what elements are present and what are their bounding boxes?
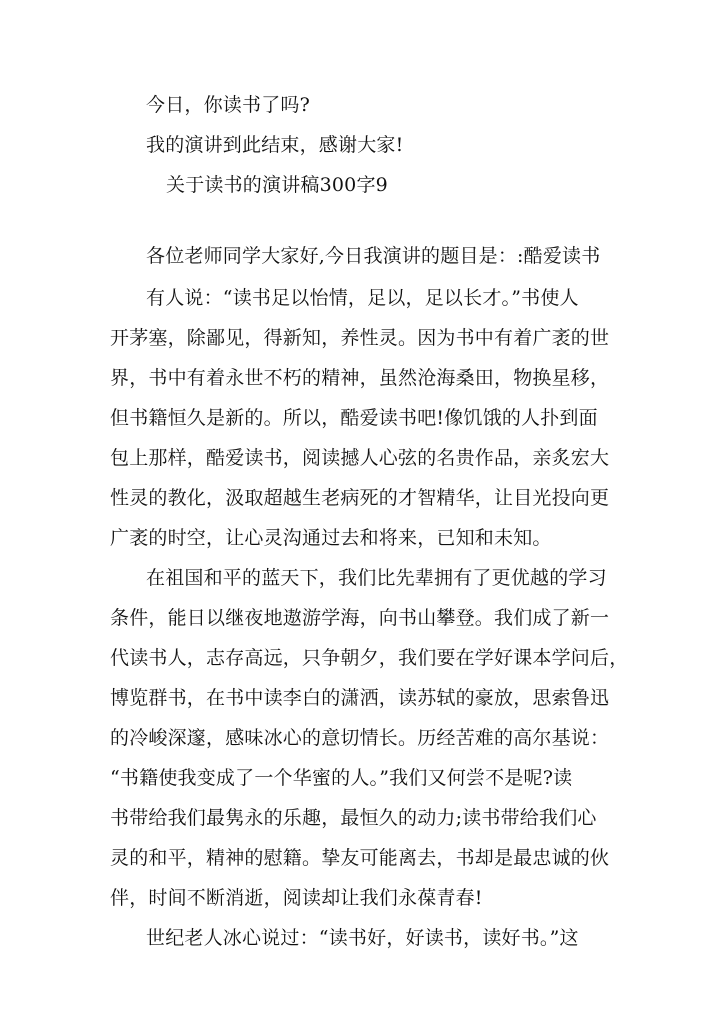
intro-line: 今日，你读书了吗? xyxy=(146,94,310,116)
paragraph-3-line: 世纪老人冰心说过：“读书好，好读书，读好书。”这 xyxy=(146,927,579,949)
paragraph-2-line: 条件，能日以继夜地遨游学海，向书山攀登。我们成了新一 xyxy=(110,607,610,629)
paragraph-1-line: 性灵的教化，汲取超越生老病死的才智精华，让目光投向更 xyxy=(110,487,610,509)
intro-line: 我的演讲到此结束，感谢大家! xyxy=(146,134,404,156)
paragraph-1-line: 广袤的时空，让心灵沟通过去和将来，已知和未知。 xyxy=(110,527,552,549)
paragraph-1-line: 界，书中有着永世不朽的精神，虽然沧海桑田，物换星移， xyxy=(110,367,610,389)
paragraph-2-line: 博览群书，在书中读李白的潇洒，读苏轼的豪放，思索鲁迅 xyxy=(110,687,610,709)
paragraph-2-line: 灵的和平，精神的慰籍。挚友可能离去，书却是最忠诚的伙 xyxy=(110,847,610,869)
paragraph-2-line: 代读书人，志存高远，只争朝夕，我们要在学好课本学问后， xyxy=(110,647,629,669)
paragraph-1-line: 但书籍恒久是新的。所以，酷爱读书吧!像饥饿的人扑到面 xyxy=(110,407,598,429)
paragraph-2-line: 伴，时间不断消逝，阅读却让我们永葆青春! xyxy=(110,887,483,909)
paragraph-2-line: 书带给我们最隽永的乐趣，最恒久的动力;读书带给我们心 xyxy=(110,807,597,829)
paragraph-2-line: 在祖国和平的蓝天下，我们比先辈拥有了更优越的学习 xyxy=(146,567,607,589)
section-title: 关于读书的演讲稿300字9 xyxy=(166,174,388,196)
paragraph-1-line: 开茅塞，除鄙见，得新知，养性灵。因为书中有着广袤的世 xyxy=(110,327,610,349)
paragraph-1-line: 包上那样，酷爱读书，阅读撼人心弦的名贵作品，亲炙宏大 xyxy=(110,447,610,469)
paragraph-2-line: 的冷峻深邃，感味冰心的意切情长。历经苦难的高尔基说： xyxy=(110,727,610,749)
paragraph-2-line: “书籍使我变成了一个华蜜的人。”我们又何尝不是呢?读 xyxy=(110,767,573,789)
paragraph-1-line: 有人说：“读书足以怡情，足以，足以长才。”书使人 xyxy=(146,287,579,309)
opening-line: 各位老师同学大家好,今日我演讲的题目是：:酷爱读书 xyxy=(146,245,601,267)
